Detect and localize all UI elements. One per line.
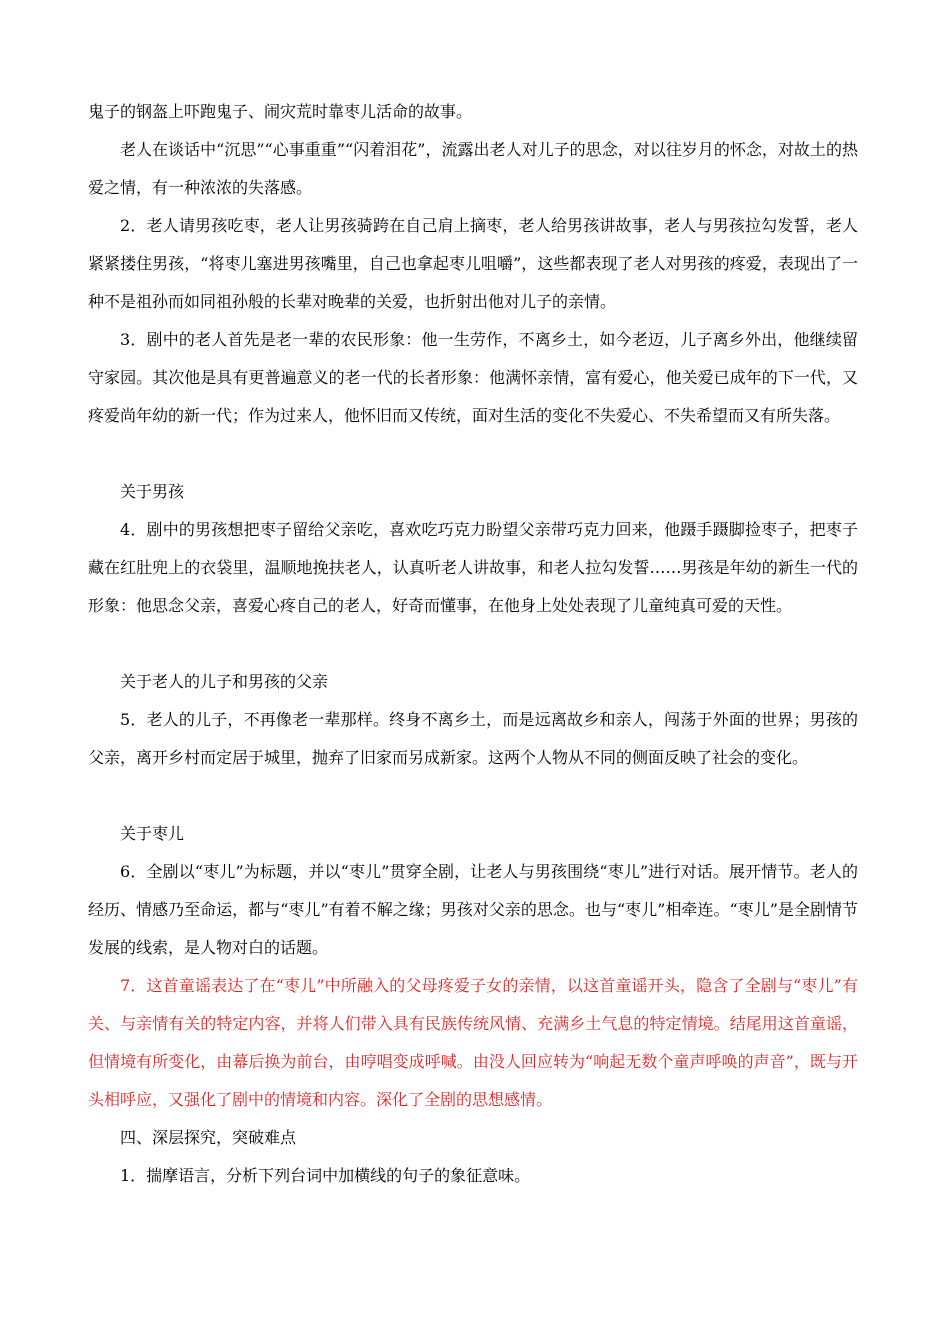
paragraph-5: 4．剧中的男孩想把枣子留给父亲吃，喜欢吃巧克力盼望父亲带巧克力回来，他蹑手蹑脚捡枣子，把枣子藏在红肚兜上的衣袋里，温顺地挽扶老人，认真听老人讲故事，和老人拉勾发誓……男孩是年幼的新生一代的形象：他思念父亲，喜爱心疼自己的老人，好奇而懂事，在他身上处处表现了儿童纯真可爱的天性。 xyxy=(88,520,858,615)
paragraph-1: 鬼子的钢盔上吓跑鬼子、闹灾荒时靠枣儿活命的故事。 xyxy=(88,102,473,121)
paragraph-3: 2．老人请男孩吃枣，老人让男孩骑跨在自己肩上摘枣，老人给男孩讲故事，老人与男孩拉勾发誓，老人紧紧搂住男孩，“将枣儿塞进男孩嘴里，自己也拿起枣儿咀嚼”，这些都表现了老人对男孩的疼爱，表现出了一种不是祖孙而如同祖孙般的长辈对晚辈的关爱，也折射出他对儿子的亲情。 xyxy=(88,216,858,311)
paragraph-6: 5．老人的儿子，不再像老一辈那样。终身不离乡土，而是远离故乡和亲人，闯荡于外面的世界；男孩的父亲，离开乡村而定居于城里，抛弃了旧家而另成新家。这两个人物从不同的侧面反映了社会的变化。 xyxy=(88,710,858,767)
section-heading-boy: 关于男孩 xyxy=(120,482,185,501)
section-heading-deep-inquiry: 四、深层探究，突破难点 xyxy=(120,1128,297,1147)
section-heading-son-father: 关于老人的儿子和男孩的父亲 xyxy=(120,672,329,691)
section-heading-jujube: 关于枣儿 xyxy=(120,824,185,843)
paragraph-2: 老人在谈话中“沉思”“心事重重”“闪着泪花”，流露出老人对儿子的思念，对以往岁月的怀念，对故土的热爱之情，有一种浓浓的失落感。 xyxy=(88,140,858,197)
paragraph-8-highlighted: 7．这首童谣表达了在“枣儿”中所融入的父母疼爱子女的亲情，以这首童谣开头，隐含了全剧与“枣儿”有关、与亲情有关的特定内容，并将人们带入具有民族传统风情、充满乡土气息的特定情境。结尾用这首童谣，但情境有所变化，由幕后换为前台，由哼唱变成呼喊。由没人回应转为“响起无数个童声呼唤的声音”，既与开头相呼应，又强化了剧中的情境和内容。深化了全剧的思想感情。 xyxy=(88,976,858,1109)
paragraph-9: 1．揣摩语言，分析下列台词中加横线的句子的象征意味。 xyxy=(120,1166,531,1185)
paragraph-7: 6．全剧以“枣儿”为标题，并以“枣儿”贯穿全剧，让老人与男孩围绕“枣儿”进行对话。展开情节。老人的经历、情感乃至命运，都与“枣儿”有着不解之缘；男孩对父亲的思念。也与“枣儿”相牵连。“枣儿”是全剧情节发展的线索，是人物对白的话题。 xyxy=(88,862,858,957)
paragraph-4: 3．剧中的老人首先是老一辈的农民形象：他一生劳作，不离乡土，如今老迈，儿子离乡外出，他继续留守家园。其次他是具有更普遍意义的老一代的长者形象：他满怀亲情，富有爱心，他关爱已成年的下一代，又疼爱尚年幼的新一代；作为过来人，他怀旧而又传统，面对生活的变化不失爱心、不失希望而又有所失落。 xyxy=(88,330,858,425)
